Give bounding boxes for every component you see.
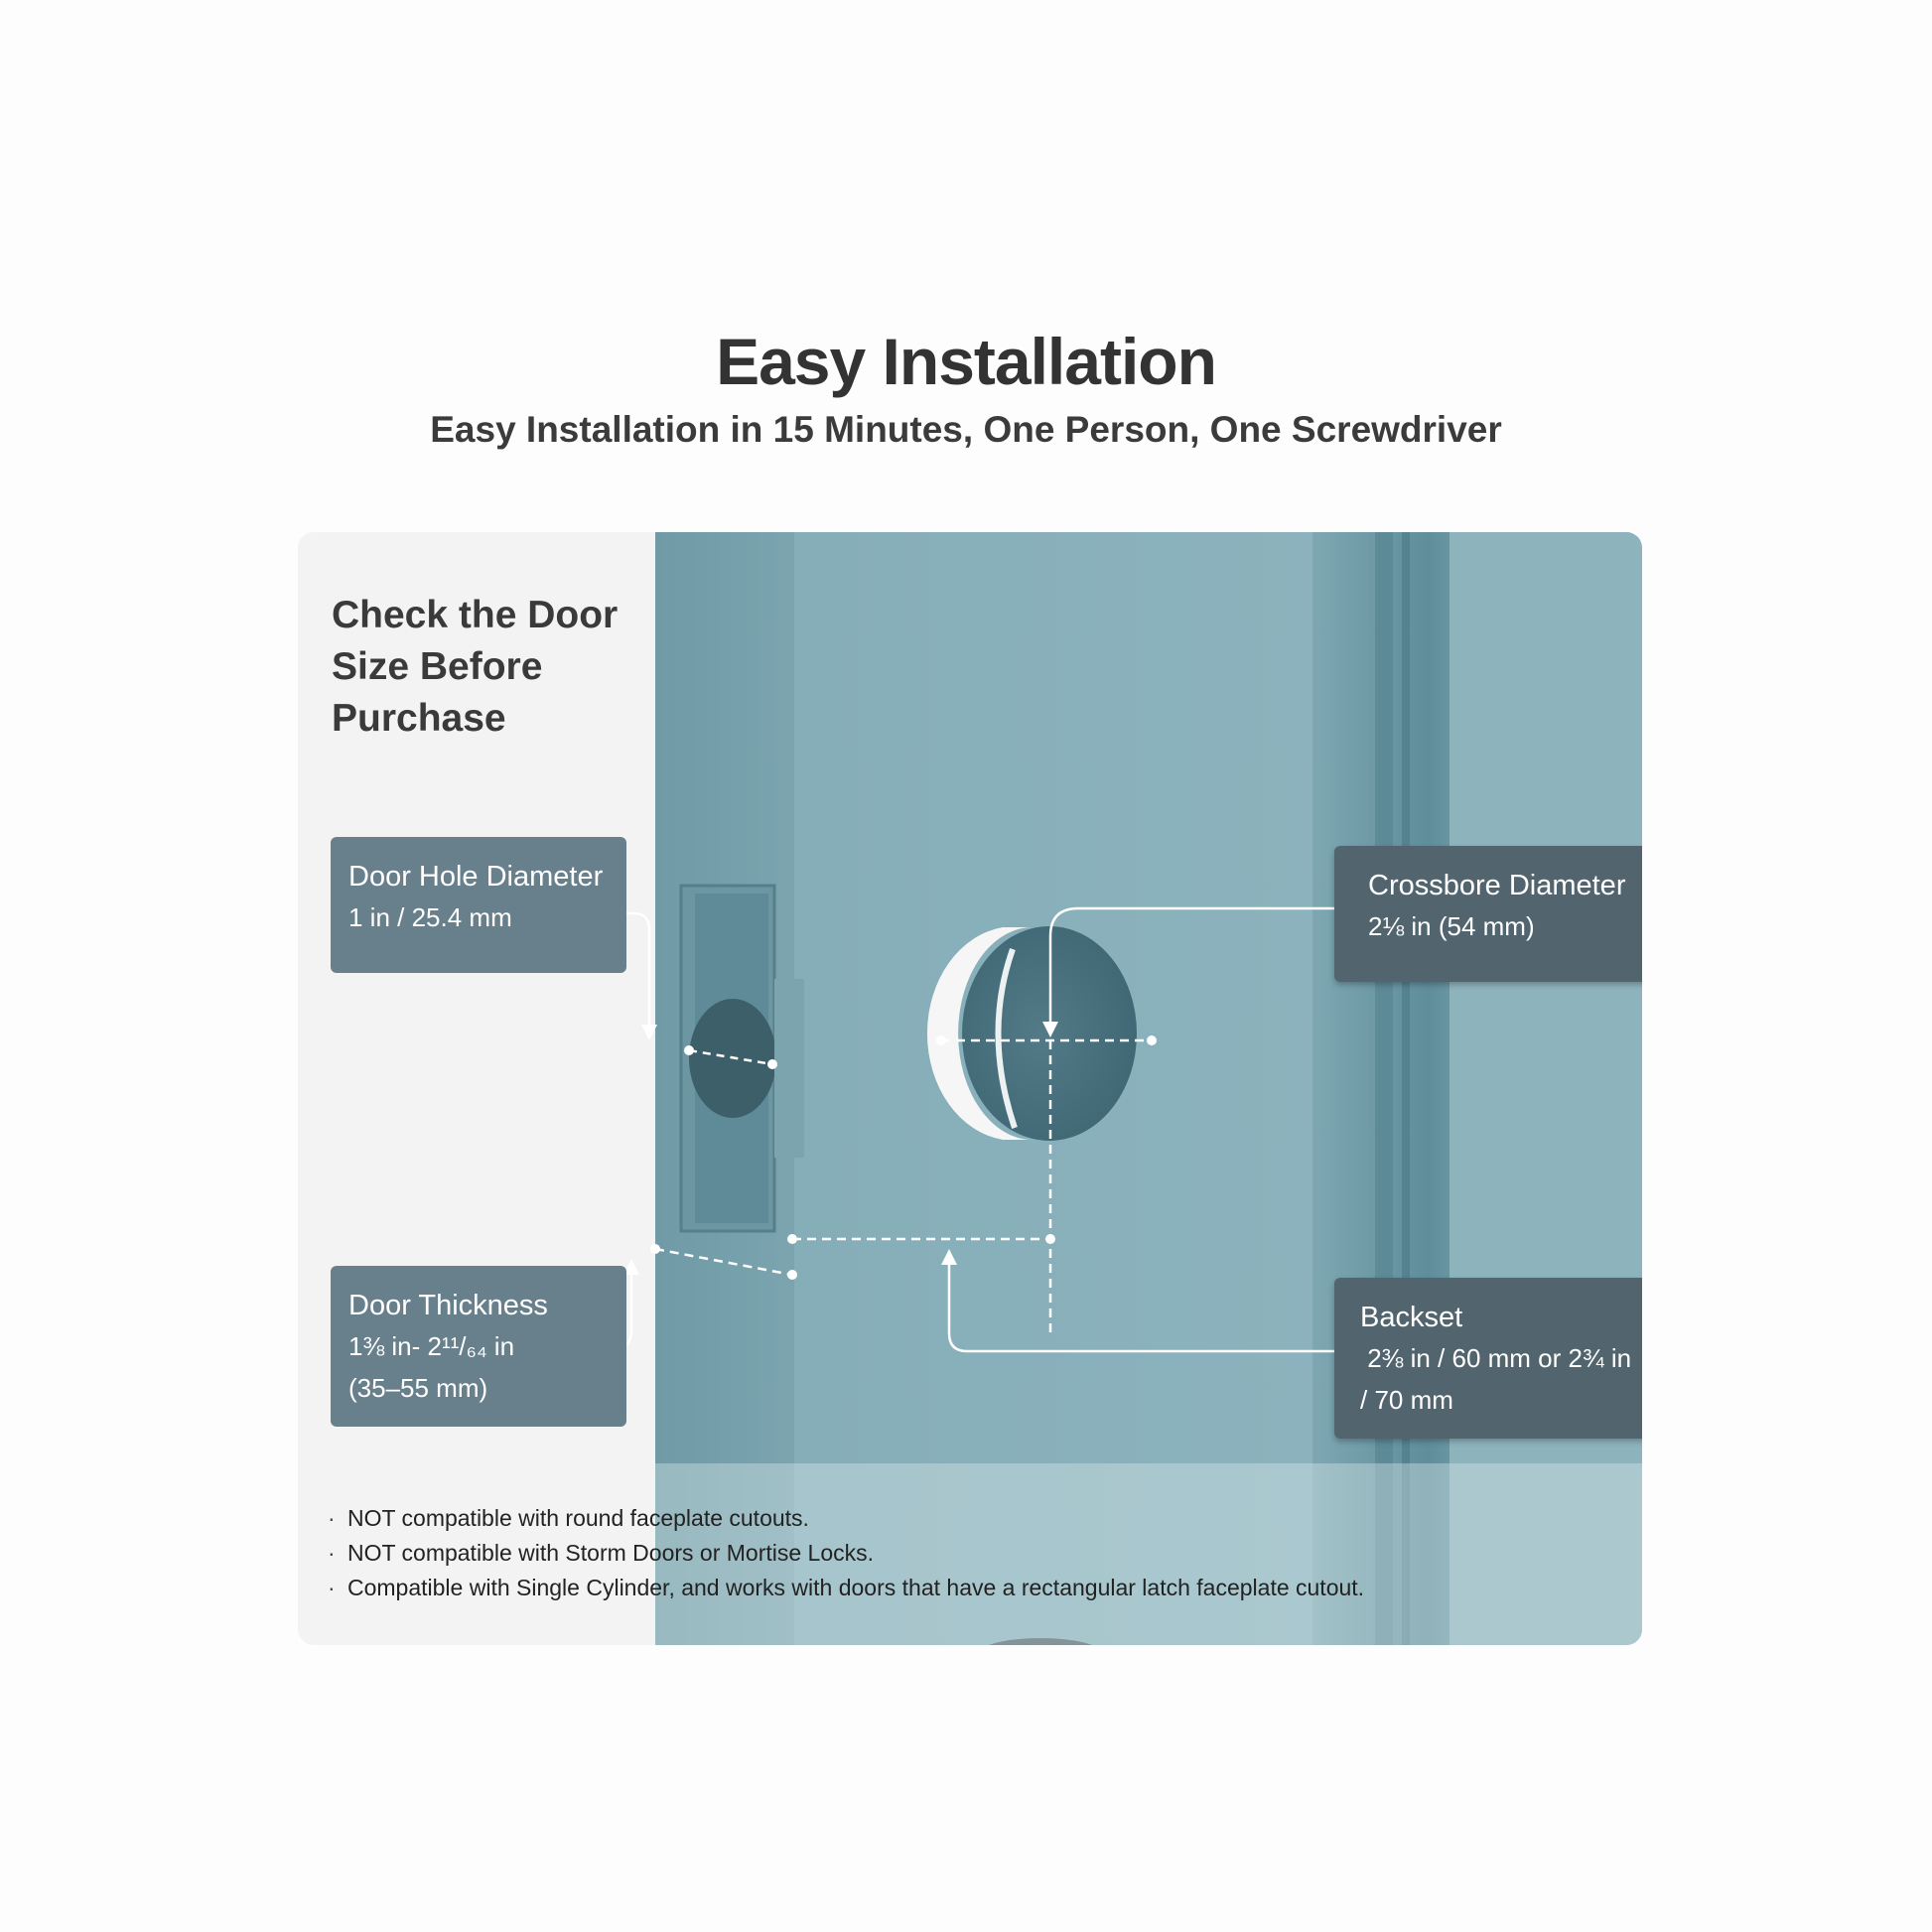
arrow-down-icon: [1042, 1022, 1058, 1037]
measure-dot-icon: [1045, 1234, 1055, 1244]
door-hole-callout: [331, 837, 626, 973]
door-hole-label: Door Hole Diameter: [348, 861, 604, 893]
backset-value-cont: / 70 mm: [1360, 1385, 1453, 1415]
page-title: Easy Installation: [716, 325, 1216, 398]
measure-dot-icon: [787, 1234, 797, 1244]
card-heading-line: Size Before: [332, 645, 543, 688]
list-item: · NOT compatible with Storm Doors or Mortise Locks.: [328, 1540, 875, 1566]
card-heading-line: Check the Door: [332, 594, 619, 636]
crossbore-leader-line: [1050, 908, 1334, 1024]
note-text: NOT compatible with Storm Doors or Mortise Locks.: [347, 1540, 875, 1566]
crossbore-value: 2⅛ in (54 mm): [1368, 911, 1535, 941]
door-hole-value: 1 in / 25.4 mm: [348, 902, 512, 932]
backset-label: Backset: [1360, 1302, 1463, 1333]
door-thickness-value: 1⅜ in- 2¹¹/₆₄ in: [348, 1331, 515, 1361]
measure-dot-icon: [787, 1270, 797, 1280]
arrow-up-icon: [941, 1249, 957, 1265]
door-size-card: [298, 532, 1642, 1645]
door-thickness-callout: [331, 1266, 626, 1427]
backset-callout: [1334, 1278, 1642, 1439]
measure-dot-icon: [767, 1059, 777, 1069]
note-text: NOT compatible with round faceplate cutouts.: [347, 1505, 809, 1531]
door-hole-measure-line: [689, 1050, 772, 1064]
measure-dot-icon: [684, 1045, 694, 1055]
crossbore-callout: [1334, 846, 1642, 982]
door-thickness-value-metric: (35–55 mm): [348, 1373, 488, 1403]
backset-value: 2⅜ in / 60 mm or 2¾ in: [1360, 1343, 1632, 1373]
thickness-measure-line: [655, 1249, 792, 1275]
door-thickness-label: Door Thickness: [348, 1290, 548, 1321]
measure-dot-icon: [1147, 1035, 1157, 1045]
note-text: Compatible with Single Cylinder, and works with doors that have a rectangular latch faceplate cutout.: [347, 1575, 1365, 1600]
backset-leader-line: [949, 1263, 1334, 1351]
notes-list: [328, 1501, 1642, 1605]
list-item: · NOT compatible with round faceplate cutouts.: [328, 1505, 809, 1531]
arrow-down-icon: [641, 1025, 657, 1040]
measure-dot-icon: [650, 1244, 660, 1254]
page-subtitle: Easy Installation in 15 Minutes, One Person, One Screwdriver: [430, 409, 1502, 450]
crossbore-label: Crossbore Diameter: [1368, 870, 1626, 901]
measure-dot-icon: [936, 1035, 946, 1045]
list-item: · Compatible with Single Cylinder, and works with doors that have a rectangular latch faceplate cutout.: [328, 1575, 1365, 1600]
compatibility-notes: [298, 1463, 1642, 1645]
card-heading-line: Purchase: [332, 697, 506, 740]
